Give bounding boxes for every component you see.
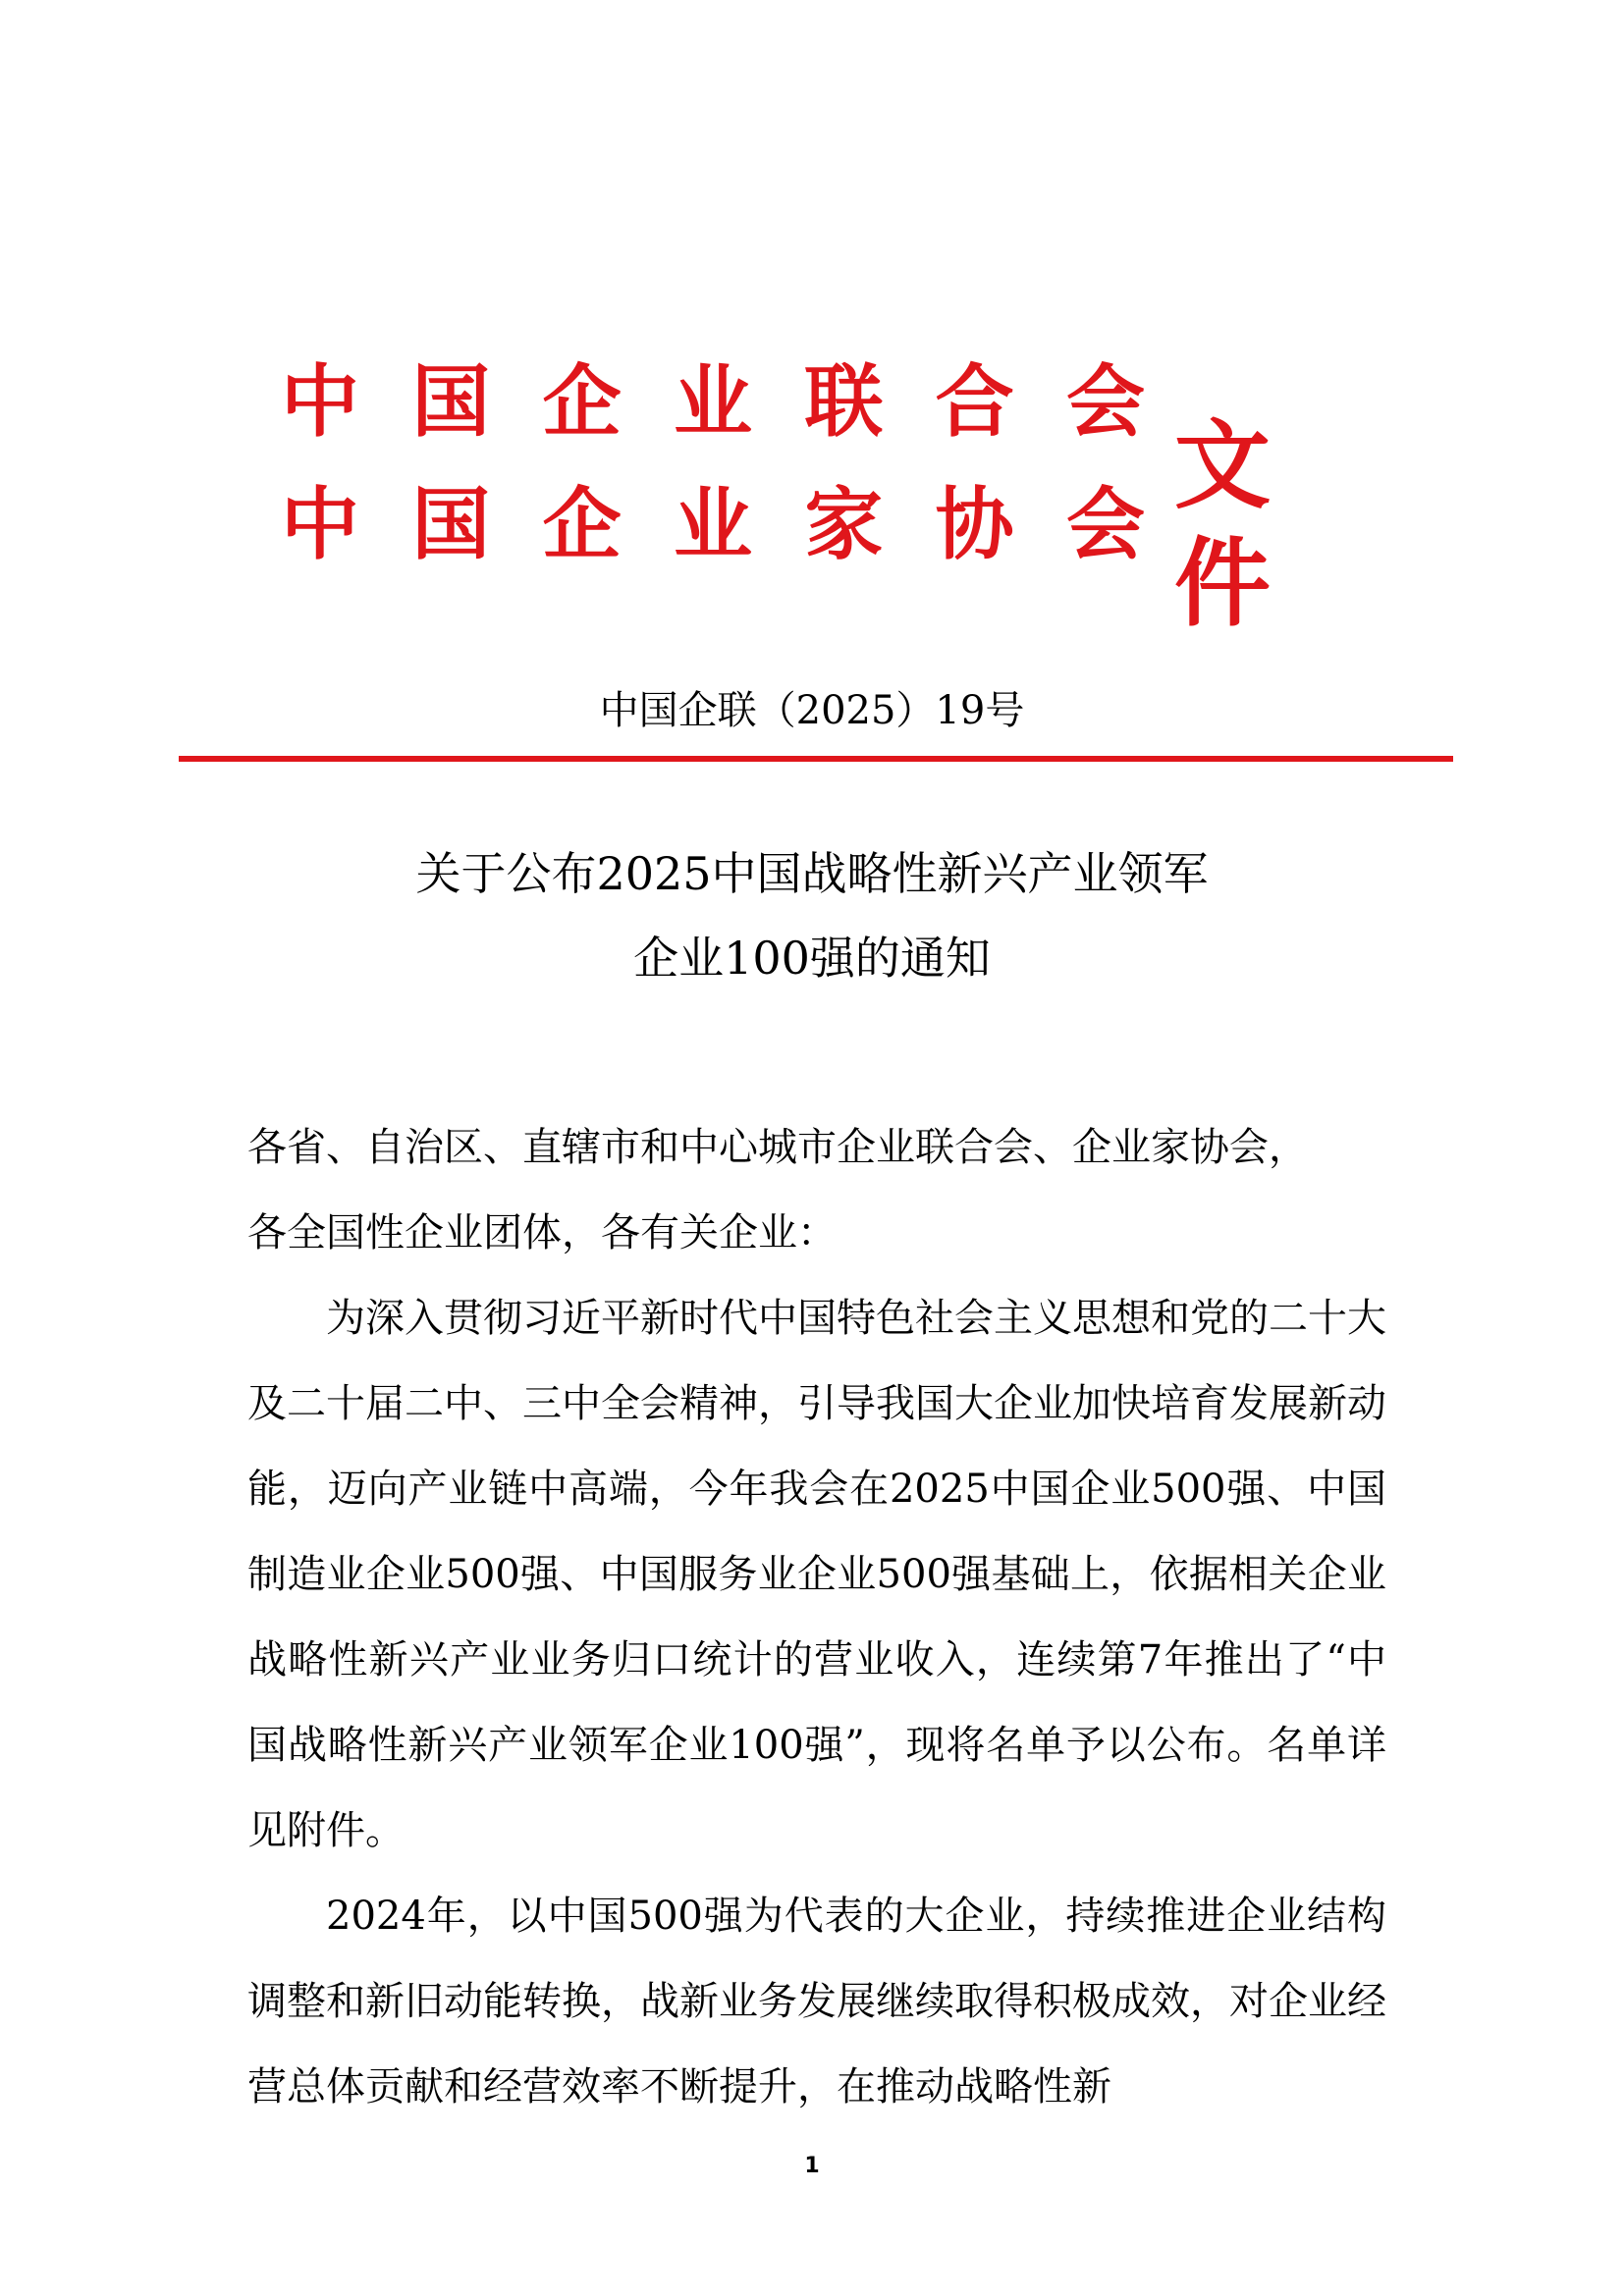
- org-char: 企: [542, 479, 622, 570]
- org-char: 协: [935, 479, 1014, 570]
- org-char: 会: [1065, 479, 1145, 570]
- org-char: 国: [411, 479, 491, 570]
- document-label: 文件: [1174, 410, 1273, 640]
- org-char: 业: [673, 479, 752, 570]
- document-number: 中国企联（2025）19号: [599, 688, 1025, 733]
- notice-title-line-1: 关于公布2025中国战略性新兴产业领军: [415, 847, 1209, 900]
- red-divider-line: [179, 756, 1453, 762]
- org-char: 中: [281, 479, 359, 570]
- body-paragraph-2: 2024年，以中国500强为代表的大企业，持续推进企业结构调整和新旧动能转换，战新业务发展继续取得积极成效，对企业经营总体贡献和经营效率不断提升，在推动战略性新: [247, 1894, 1386, 2109]
- body-paragraph-1: 为深入贯彻习近平新时代中国特色社会主义思想和党的二十大及二十届二中、三中全会精神，引导我国大企业加快培育发展新动能，迈向产业链中高端，今年我会在2025中国企业500强、中国制造业企业500强、中国服务业企业500强基础上，依据相关企业战略性新兴产业业务归口统计的营业收入，连续第7年推出了“中国战略性新兴产业领军企业100强”，现将名单予以公布。名单详见附件。: [247, 1296, 1386, 1853]
- org-char: 中: [281, 356, 359, 448]
- addressee-line-2: 各全国性企业团体，各有关企业：: [247, 1210, 837, 1255]
- page-number: 1: [804, 2154, 820, 2178]
- org-name-entrepreneurs-association: [271, 471, 1155, 579]
- org-char: 业: [673, 356, 752, 448]
- org-char: 会: [1065, 356, 1145, 448]
- addressee-line-1: 各省、自治区、直辖市和中心城市企业联合会、企业家协会，: [247, 1125, 1308, 1170]
- org-char: 国: [411, 356, 491, 448]
- org-char: 企: [542, 356, 622, 448]
- notice-body: [247, 1105, 1386, 2130]
- org-char: 联: [804, 356, 884, 448]
- org-char: 合: [935, 356, 1014, 448]
- issuing-organizations-header: [271, 339, 1361, 640]
- notice-title-line-2: 企业100强的通知: [633, 932, 991, 985]
- org-name-enterprise-confederation: [271, 348, 1155, 456]
- org-char: 家: [804, 479, 884, 570]
